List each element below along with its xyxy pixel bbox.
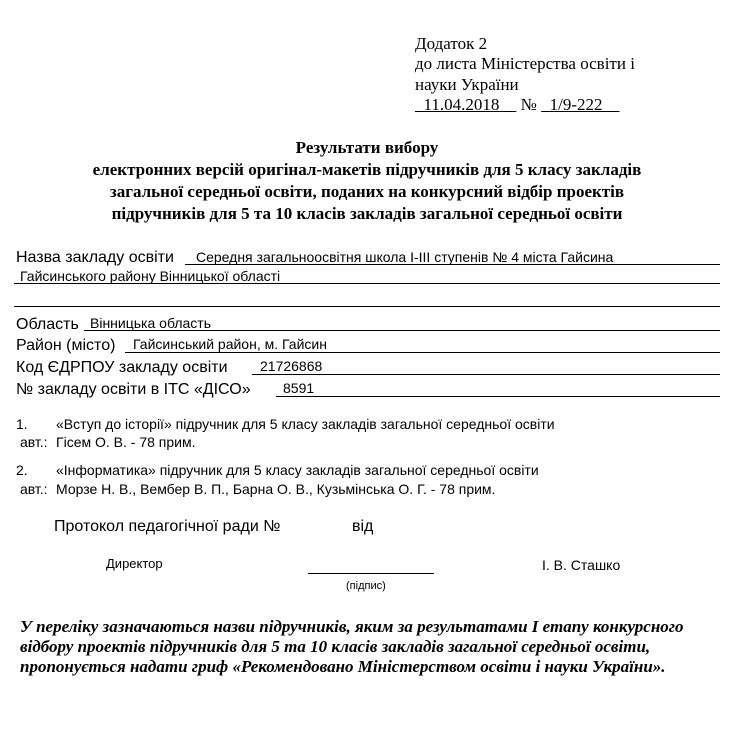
region-label: Область [16, 316, 79, 333]
edrpou-underline [252, 374, 720, 375]
letter-reference [415, 95, 620, 115]
school-underline-2 [14, 283, 720, 284]
letter-date: 11.04.2018 [423, 95, 500, 114]
title-line-2: електронних версій оригінал-макетів підручників для 5 класу закладів [92, 160, 642, 179]
edrpou-value: 21726868 [260, 358, 323, 374]
number-sign: № [520, 95, 537, 114]
school-underline-1 [185, 264, 720, 265]
textbook-2-title: «Інформатика» підручник для 5 класу закладів загальної середньої освіти [56, 462, 539, 478]
letter-number: 1/9-222 [549, 95, 603, 114]
school-label: Назва закладу освіти [16, 249, 174, 266]
textbook-1-author-label: авт.: [20, 434, 48, 450]
director-label: Директор [106, 556, 163, 571]
region-underline [84, 330, 720, 331]
protocol-from: від [352, 518, 374, 535]
textbook-1-title: «Вступ до історії» підручник для 5 класу закладів загальної середньої освіти [56, 416, 555, 432]
blank-underline [14, 306, 720, 307]
protocol-label: Протокол педагогічної ради № [54, 518, 281, 535]
school-value-line-2: Гайсинського району Вінницької області [20, 268, 281, 284]
district-underline [125, 352, 720, 353]
textbook-2-authors: Морзе Н. В., Вембер В. П., Барна О. В., Кузьмінська О. Г. - 78 прим. [56, 481, 496, 497]
region-value: Вінницька область [90, 315, 211, 331]
textbook-2-number: 2. [16, 462, 28, 478]
footnote-paragraph: У переліку зазначаються назви підручників, яким за результатами І етапу конкурсного відбору проектів підручників для 5 та 10 класів закладів загальної середньої освіти, пропонується надати гриф «Рекомендовано Міністерством освіти і науки України». [20, 617, 684, 676]
appendix-line-2: до листа Міністерства освіти і [415, 54, 635, 73]
title-line-4: підручників для 5 та 10 класів закладів загальної середньої освіти [111, 204, 623, 223]
title-line-3: загальної середньої освіти, поданих на конкурсний відбір проектів [109, 182, 625, 201]
textbook-1-authors: Гісем О. В. - 78 прим. [56, 434, 196, 450]
appendix-line-3: науки України [415, 75, 519, 94]
appendix-label: Додаток 2 [415, 34, 488, 53]
district-value: Гайсинський район, м. Гайсин [133, 336, 327, 352]
district-label: Район (місто) [16, 337, 116, 354]
itc-label: № закладу освіти в ІТС «ДІСО» [16, 381, 251, 398]
school-value-line-1: Середня загальноосвітня школа І-ІІІ ступенів № 4 міста Гайсина [196, 249, 614, 265]
itc-value: 8591 [283, 380, 315, 396]
textbook-2-author-label: авт.: [20, 481, 48, 497]
itc-underline [276, 396, 720, 397]
signature-line [308, 573, 434, 574]
director-name: І. В. Сташко [542, 557, 621, 573]
title-line-1: Результати вибору [295, 138, 439, 157]
signature-caption: (підпис) [346, 580, 386, 592]
edrpou-label: Код ЄДРПОУ закладу освіти [16, 359, 228, 376]
textbook-1-number: 1. [16, 416, 28, 432]
